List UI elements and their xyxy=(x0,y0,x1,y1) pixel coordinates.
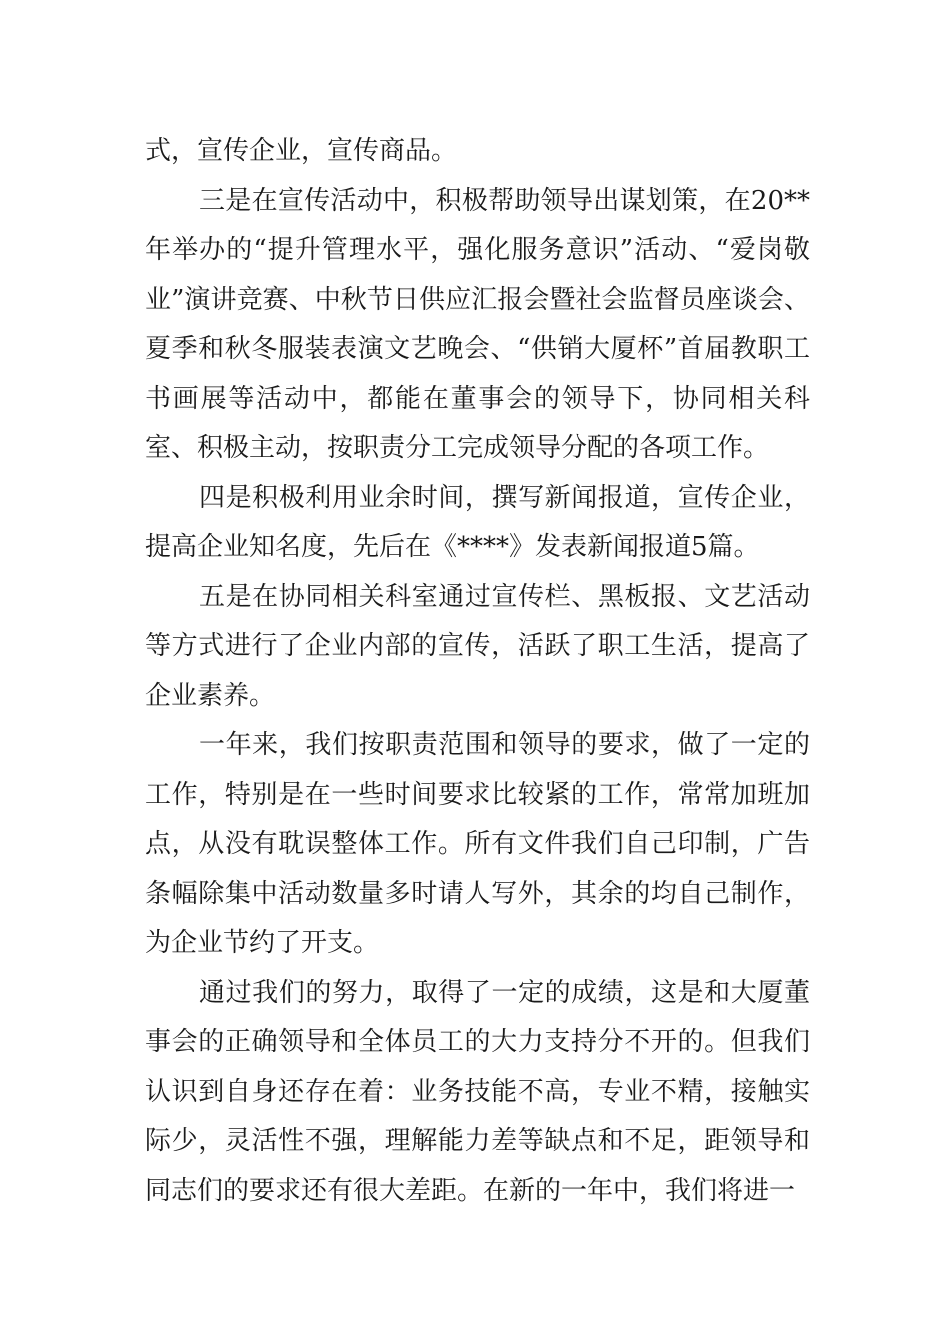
document-body xyxy=(145,127,810,1216)
paragraph-2: 三是在宣传活动中，积极帮助领导出谋划策，在20**年举办的“提升管理水平，强化服务意识”活动、“爱岗敬业”演讲竞赛、中秋节日供应汇报会暨社会监督员座谈会、夏季和秋冬服装表演文艺晚会、“供销大厦杯”首届教职工书画展等活动中，都能在董事会的领导下，协同相关科室、积极主动，按职责分工完成领导分配的各项工作。 xyxy=(145,185,810,463)
paragraph-4: 五是在协同相关科室通过宣传栏、黑板报、文艺活动等方式进行了企业内部的宣传，活跃了职工生活，提高了企业素养。 xyxy=(145,581,810,711)
paragraph-6: 通过我们的努力，取得了一定的成绩，这是和大厦董事会的正确领导和全体员工的大力支持分不开的。但我们认识到自身还存在着：业务技能不高，专业不精，接触实际少，灵活性不强，理解能力差等缺点和不足，距领导和同志们的要求还有很大差距。在新的一年中，我们将进一 xyxy=(145,977,810,1206)
paragraph-1: 式，宣传企业，宣传商品。 xyxy=(145,136,458,166)
paragraph-5: 一年来，我们按职责范围和领导的要求，做了一定的工作，特别是在一些时间要求比较紧的工作，常常加班加点，从没有耽误整体工作。所有文件我们自己印制，广告条幅除集中活动数量多时请人写外，其余的均自己制作，为企业节约了开支。 xyxy=(145,730,810,958)
paragraph-3: 四是积极利用业余时间，撰写新闻报道，宣传企业，提高企业知名度，先后在《****》发表新闻报道5篇。 xyxy=(145,482,810,562)
